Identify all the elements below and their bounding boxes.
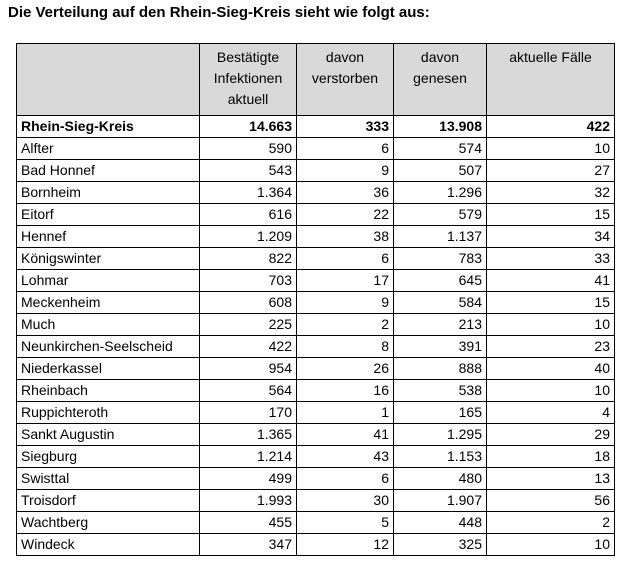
municipality-name: Meckenheim bbox=[17, 292, 200, 314]
table-row bbox=[17, 380, 615, 402]
table-row bbox=[17, 248, 615, 270]
table-row bbox=[17, 270, 615, 292]
total-active: 422 bbox=[487, 116, 615, 138]
municipality-name: Bad Honnef bbox=[17, 160, 200, 182]
recovered-cell: 1.137 bbox=[394, 226, 487, 248]
deceased-cell: 16 bbox=[297, 380, 394, 402]
table-row bbox=[17, 292, 615, 314]
active-cell: 4 bbox=[487, 402, 615, 424]
active-cell: 34 bbox=[487, 226, 615, 248]
table-row bbox=[17, 314, 615, 336]
table-row bbox=[17, 336, 615, 358]
municipality-name: Rheinbach bbox=[17, 380, 200, 402]
deceased-cell: 5 bbox=[297, 512, 394, 534]
active-cell: 29 bbox=[487, 424, 615, 446]
table-row bbox=[17, 402, 615, 424]
confirmed-cell: 1.364 bbox=[200, 182, 297, 204]
total-deceased: 333 bbox=[297, 116, 394, 138]
deceased-cell: 8 bbox=[297, 336, 394, 358]
deceased-cell: 30 bbox=[297, 490, 394, 512]
table-row bbox=[17, 182, 615, 204]
municipality-name: Windeck bbox=[17, 534, 200, 556]
confirmed-cell: 1.365 bbox=[200, 424, 297, 446]
table-row bbox=[17, 534, 615, 556]
municipality-name: Eitorf bbox=[17, 204, 200, 226]
recovered-cell: 538 bbox=[394, 380, 487, 402]
active-cell: 40 bbox=[487, 358, 615, 380]
total-name: Rhein-Sieg-Kreis bbox=[17, 116, 200, 138]
recovered-cell: 783 bbox=[394, 248, 487, 270]
municipality-name: Siegburg bbox=[17, 446, 200, 468]
confirmed-cell: 170 bbox=[200, 402, 297, 424]
active-cell: 10 bbox=[487, 380, 615, 402]
confirmed-cell: 1.214 bbox=[200, 446, 297, 468]
confirmed-cell: 455 bbox=[200, 512, 297, 534]
header-active: aktuelle Fälle bbox=[487, 44, 615, 116]
municipality-name: Troisdorf bbox=[17, 490, 200, 512]
confirmed-cell: 954 bbox=[200, 358, 297, 380]
municipality-name: Lohmar bbox=[17, 270, 200, 292]
municipality-name: Bornheim bbox=[17, 182, 200, 204]
municipality-name: Niederkassel bbox=[17, 358, 200, 380]
active-cell: 15 bbox=[487, 292, 615, 314]
recovered-cell: 574 bbox=[394, 138, 487, 160]
confirmed-cell: 703 bbox=[200, 270, 297, 292]
recovered-cell: 448 bbox=[394, 512, 487, 534]
confirmed-cell: 608 bbox=[200, 292, 297, 314]
table-header-row bbox=[17, 44, 615, 116]
deceased-cell: 9 bbox=[297, 292, 394, 314]
recovered-cell: 391 bbox=[394, 336, 487, 358]
municipality-table bbox=[16, 43, 615, 556]
confirmed-cell: 822 bbox=[200, 248, 297, 270]
confirmed-cell: 1.209 bbox=[200, 226, 297, 248]
municipality-name: Hennef bbox=[17, 226, 200, 248]
confirmed-cell: 1.993 bbox=[200, 490, 297, 512]
recovered-cell: 645 bbox=[394, 270, 487, 292]
active-cell: 2 bbox=[487, 512, 615, 534]
deceased-cell: 2 bbox=[297, 314, 394, 336]
recovered-cell: 579 bbox=[394, 204, 487, 226]
active-cell: 13 bbox=[487, 468, 615, 490]
header-confirmed: Bestätigte Infektionen aktuell bbox=[200, 44, 297, 116]
table-row bbox=[17, 446, 615, 468]
recovered-cell: 213 bbox=[394, 314, 487, 336]
header-recovered: davon genesen bbox=[394, 44, 487, 116]
recovered-cell: 480 bbox=[394, 468, 487, 490]
recovered-cell: 1.907 bbox=[394, 490, 487, 512]
municipality-name: Swisttal bbox=[17, 468, 200, 490]
recovered-cell: 325 bbox=[394, 534, 487, 556]
active-cell: 23 bbox=[487, 336, 615, 358]
confirmed-cell: 564 bbox=[200, 380, 297, 402]
municipality-name: Much bbox=[17, 314, 200, 336]
recovered-cell: 1.153 bbox=[394, 446, 487, 468]
deceased-cell: 1 bbox=[297, 402, 394, 424]
municipality-name: Wachtberg bbox=[17, 512, 200, 534]
recovered-cell: 1.295 bbox=[394, 424, 487, 446]
table-row bbox=[17, 226, 615, 248]
confirmed-cell: 616 bbox=[200, 204, 297, 226]
deceased-cell: 6 bbox=[297, 468, 394, 490]
header-deceased: davon verstorben bbox=[297, 44, 394, 116]
active-cell: 27 bbox=[487, 160, 615, 182]
table-row bbox=[17, 160, 615, 182]
municipality-name: Sankt Augustin bbox=[17, 424, 200, 446]
confirmed-cell: 422 bbox=[200, 336, 297, 358]
active-cell: 33 bbox=[487, 248, 615, 270]
page-title: Die Verteilung auf den Rhein-Sieg-Kreis sieht wie folgt aus: bbox=[8, 4, 430, 21]
deceased-cell: 38 bbox=[297, 226, 394, 248]
total-recovered: 13.908 bbox=[394, 116, 487, 138]
deceased-cell: 43 bbox=[297, 446, 394, 468]
deceased-cell: 9 bbox=[297, 160, 394, 182]
active-cell: 10 bbox=[487, 314, 615, 336]
table-row bbox=[17, 138, 615, 160]
deceased-cell: 26 bbox=[297, 358, 394, 380]
active-cell: 10 bbox=[487, 138, 615, 160]
header-municipality bbox=[17, 44, 200, 116]
active-cell: 56 bbox=[487, 490, 615, 512]
recovered-cell: 165 bbox=[394, 402, 487, 424]
municipality-name: Neunkirchen-Seelscheid bbox=[17, 336, 200, 358]
confirmed-cell: 499 bbox=[200, 468, 297, 490]
active-cell: 32 bbox=[487, 182, 615, 204]
recovered-cell: 507 bbox=[394, 160, 487, 182]
confirmed-cell: 543 bbox=[200, 160, 297, 182]
table-row bbox=[17, 512, 615, 534]
municipality-name: Alfter bbox=[17, 138, 200, 160]
table-row bbox=[17, 358, 615, 380]
deceased-cell: 6 bbox=[297, 138, 394, 160]
active-cell: 18 bbox=[487, 446, 615, 468]
recovered-cell: 1.296 bbox=[394, 182, 487, 204]
total-row bbox=[17, 116, 615, 138]
municipality-name: Ruppichteroth bbox=[17, 402, 200, 424]
table-row bbox=[17, 424, 615, 446]
table-row bbox=[17, 490, 615, 512]
active-cell: 41 bbox=[487, 270, 615, 292]
recovered-cell: 888 bbox=[394, 358, 487, 380]
deceased-cell: 12 bbox=[297, 534, 394, 556]
confirmed-cell: 347 bbox=[200, 534, 297, 556]
table-row bbox=[17, 204, 615, 226]
deceased-cell: 22 bbox=[297, 204, 394, 226]
confirmed-cell: 225 bbox=[200, 314, 297, 336]
deceased-cell: 17 bbox=[297, 270, 394, 292]
municipality-name: Königswinter bbox=[17, 248, 200, 270]
table-row bbox=[17, 468, 615, 490]
deceased-cell: 41 bbox=[297, 424, 394, 446]
total-confirmed: 14.663 bbox=[200, 116, 297, 138]
active-cell: 15 bbox=[487, 204, 615, 226]
confirmed-cell: 590 bbox=[200, 138, 297, 160]
active-cell: 10 bbox=[487, 534, 615, 556]
recovered-cell: 584 bbox=[394, 292, 487, 314]
deceased-cell: 6 bbox=[297, 248, 394, 270]
deceased-cell: 36 bbox=[297, 182, 394, 204]
